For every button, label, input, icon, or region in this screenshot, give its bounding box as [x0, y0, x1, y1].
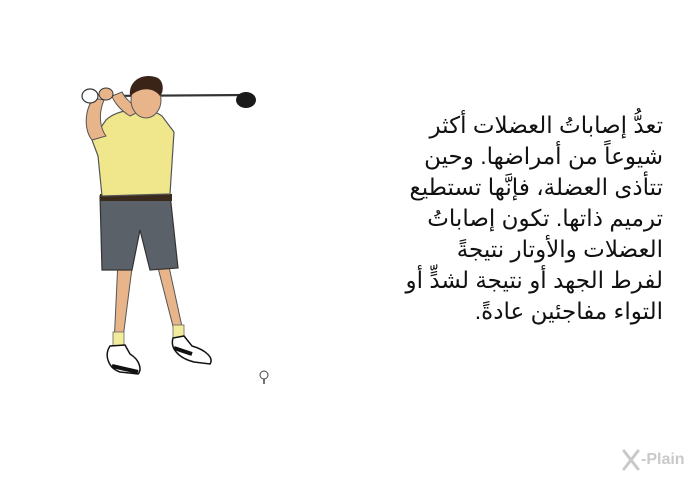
golfer-illustration: [70, 70, 280, 390]
golf-club-head: [236, 92, 256, 108]
x-mark-icon: [622, 449, 640, 471]
paragraph-line: تعدُّ إصاباتُ العضلات أكثر: [429, 112, 663, 138]
left-sock: [113, 332, 124, 346]
shirt: [92, 110, 174, 196]
logo-text: -Plain: [641, 451, 685, 468]
xplain-logo: [622, 446, 694, 474]
paragraph-line: لفرط الجهد أو نتيجة لشدٍّ أو: [405, 267, 663, 293]
golf-ball: [260, 371, 268, 379]
shorts: [100, 194, 178, 270]
paragraph: [318, 110, 663, 327]
left-glove: [82, 89, 98, 103]
right-hand: [99, 88, 113, 100]
paragraph-line: ترميم ذاتها. تكون إصاباتُ: [427, 205, 663, 231]
paragraph-line: العضلات والأوتار نتيجةً: [456, 236, 663, 262]
paragraph-line: تتأذى العضلة، فإنَّها تستطيع: [409, 174, 663, 200]
paragraph-line: التواء مفاجئين عادةً.: [474, 298, 663, 324]
paragraph-line: شيوعاً من أمراضها. وحين: [424, 143, 663, 169]
left-arm: [86, 98, 106, 140]
